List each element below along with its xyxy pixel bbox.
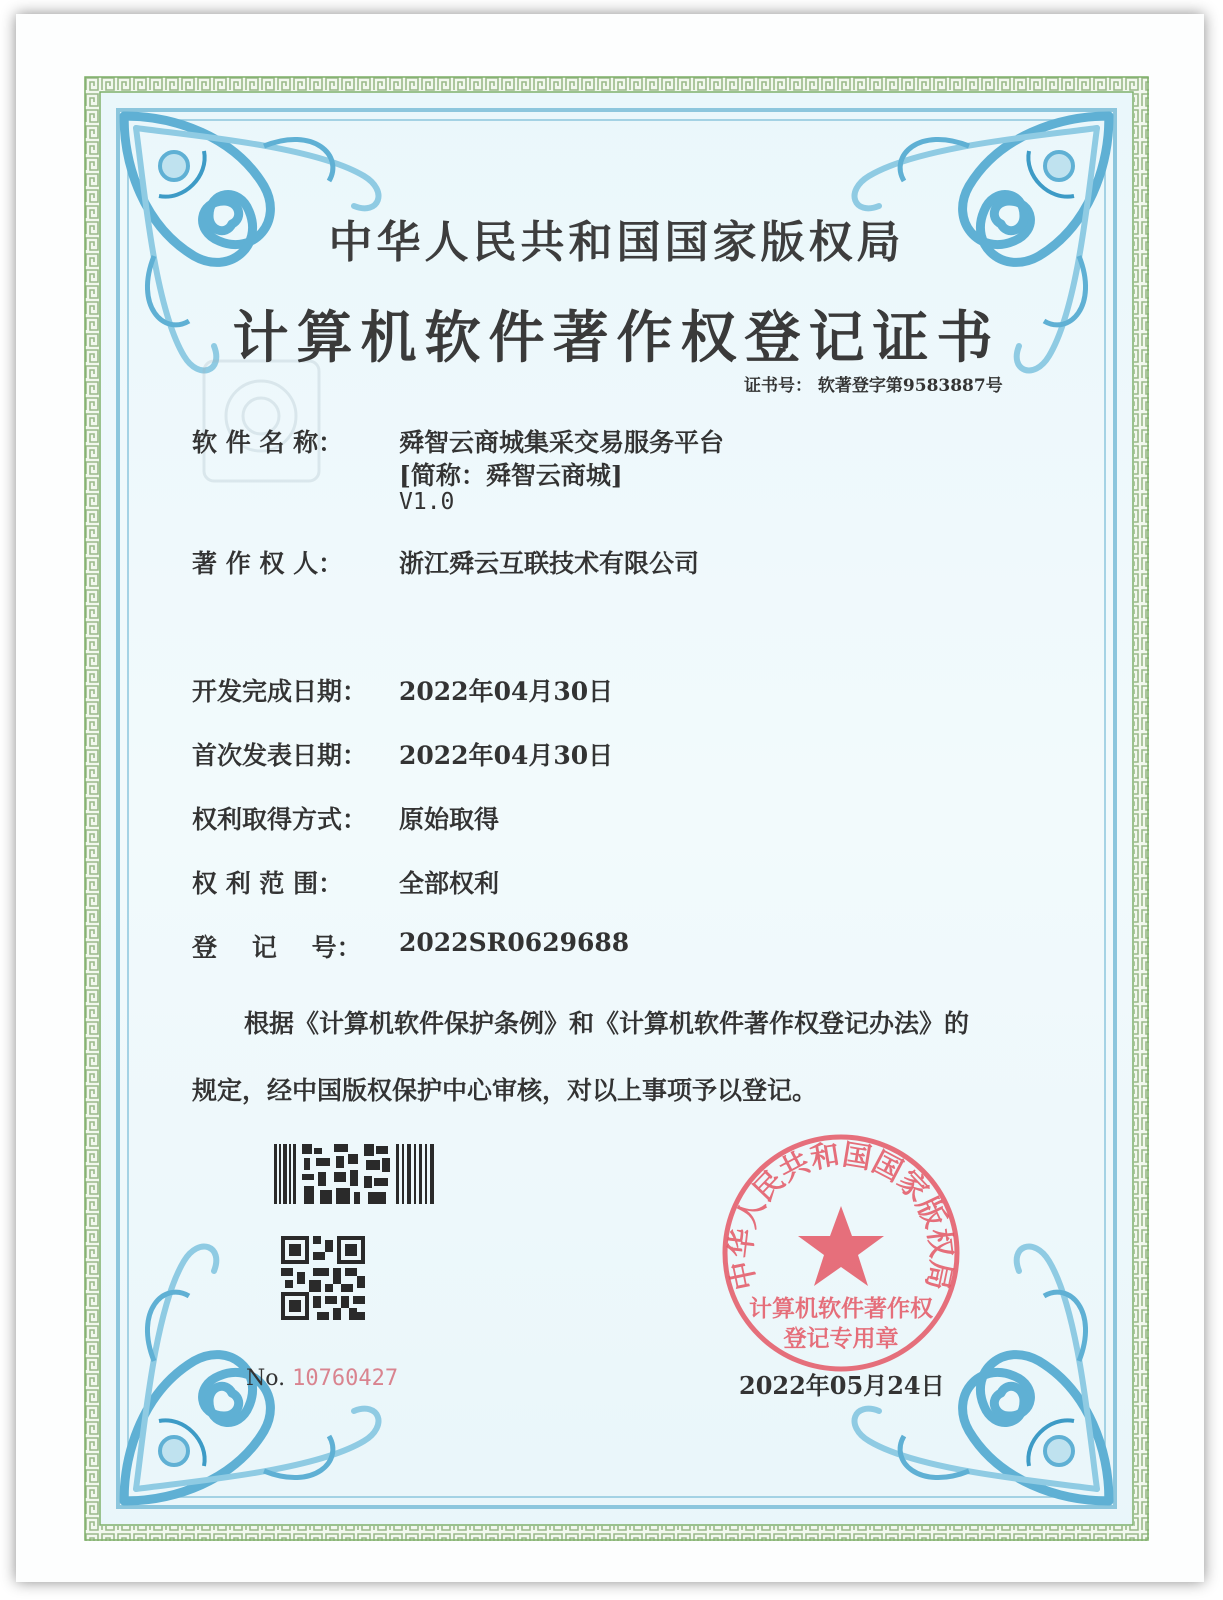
serial-prefix: No. (246, 1366, 286, 1391)
issue-date: 2022年05月24日 (739, 1371, 945, 1400)
completion-date: 2022年04月30日 (399, 677, 614, 706)
serial-number (246, 1366, 398, 1391)
certificate-number: 证书号： 软著登字第9583887号 (744, 376, 1003, 396)
statement-line-1: 根据《计算机软件保护条例》和《计算机软件著作权登记办法》的 (244, 1009, 970, 1038)
serial-value: 10760427 (292, 1366, 399, 1391)
seal-line-1: 计算机软件著作权 (749, 1295, 933, 1322)
field-label: 软 件 名 称： (192, 428, 344, 457)
field-label: 权利取得方式： (192, 805, 368, 834)
certificate-title: 计算机软件著作权登记证书 (232, 305, 1001, 371)
seal-arc-text: 中华人民共和国国家版权局 (723, 1137, 959, 1294)
acquisition-method: 原始取得 (399, 805, 500, 834)
barcode-icon (274, 1144, 439, 1204)
software-name: 舜智云商城集采交易服务平台 (399, 428, 725, 457)
software-short-name: [简称：舜智云商城] (399, 461, 623, 490)
field-label: 登 记 号： (192, 933, 362, 962)
statement-line-2: 规定，经中国版权保护中心审核，对以上事项予以登记。 (192, 1076, 818, 1105)
certificate-paper (16, 14, 1204, 1582)
field-label: 首次发表日期： (192, 741, 368, 770)
qr-code-icon (281, 1236, 365, 1320)
certificate (84, 76, 1149, 1541)
rights-scope: 全部权利 (399, 869, 500, 898)
publication-date: 2022年04月30日 (399, 741, 614, 770)
field-label: 著 作 权 人： (192, 549, 344, 578)
software-version: V1.0 (399, 489, 455, 515)
copyright-owner: 浙江舜云互联技术有限公司 (399, 549, 700, 578)
registration-number: 2022SR0629688 (399, 928, 630, 957)
seal-line-2: 登记专用章 (783, 1325, 899, 1352)
field-label: 权 利 范 围： (192, 869, 344, 898)
issuing-authority: 中华人民共和国国家版权局 (328, 217, 905, 268)
star-icon (798, 1206, 884, 1286)
official-seal (716, 1128, 966, 1378)
field-label: 开发完成日期： (192, 677, 368, 706)
